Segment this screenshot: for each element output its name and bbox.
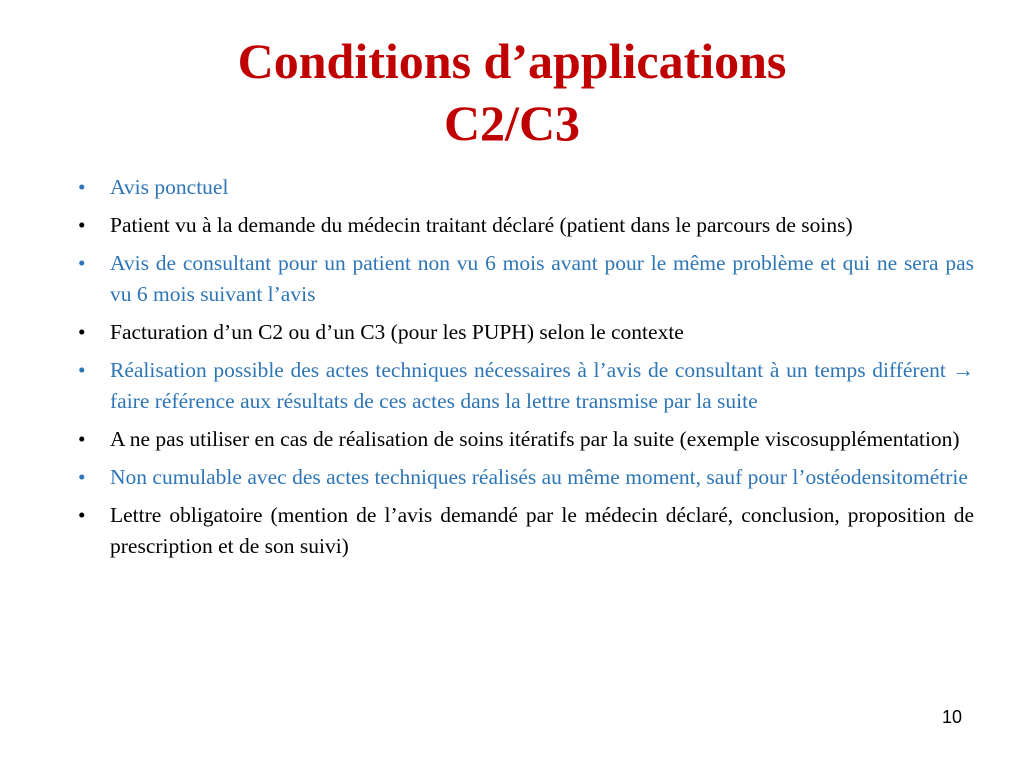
bullet-text: Facturation d’un C2 ou d’un C3 (pour les PUPH) selon le contexte: [110, 320, 684, 344]
bullet-item: [76, 462, 974, 493]
bullet-text: Non cumulable avec des actes techniques réalisés au même moment, sauf pour l’ostéodensitométrie: [110, 465, 968, 489]
bullet-text: Réalisation possible des actes techniques nécessaires à l’avis de consultant à un temps différent → faire référence aux résultats de ces actes dans la lettre transmise par la suite: [110, 358, 974, 413]
bullet-text: A ne pas utiliser en cas de réalisation de soins itératifs par la suite (exemple viscosupplémentation): [110, 427, 960, 451]
bullet-item: [76, 424, 974, 455]
bullet-dot-icon: •: [78, 358, 86, 382]
bullet-text: Avis ponctuel: [110, 175, 229, 199]
bullet-dot-icon: •: [78, 251, 86, 275]
title-line-1: Conditions d’applications: [237, 33, 787, 89]
bullet-text: Patient vu à la demande du médecin traitant déclaré (patient dans le parcours de soins): [110, 213, 853, 237]
title-line-2: C2/C3: [443, 95, 581, 151]
slide-title: [60, 30, 964, 154]
bullet-text: Avis de consultant pour un patient non vu 6 mois avant pour le même problème et qui ne sera pas vu 6 mois suivant l’avis: [110, 251, 974, 306]
bullet-dot-icon: •: [78, 175, 86, 199]
bullet-item: [76, 355, 974, 417]
bullet-dot-icon: •: [78, 320, 86, 344]
bullet-item: [76, 210, 974, 241]
bullet-list: [76, 172, 974, 569]
bullet-dot-icon: •: [78, 465, 86, 489]
bullet-item: [76, 172, 974, 203]
bullet-item: [76, 248, 974, 310]
bullet-item: [76, 500, 974, 562]
bullet-dot-icon: •: [78, 503, 86, 527]
bullet-dot-icon: •: [78, 213, 86, 237]
bullet-item: [76, 317, 974, 348]
bullet-dot-icon: •: [78, 427, 86, 451]
page-number: 10: [941, 707, 962, 727]
bullet-text: Lettre obligatoire (mention de l’avis demandé par le médecin déclaré, conclusion, proposition de prescription et de son suivi): [110, 503, 974, 558]
